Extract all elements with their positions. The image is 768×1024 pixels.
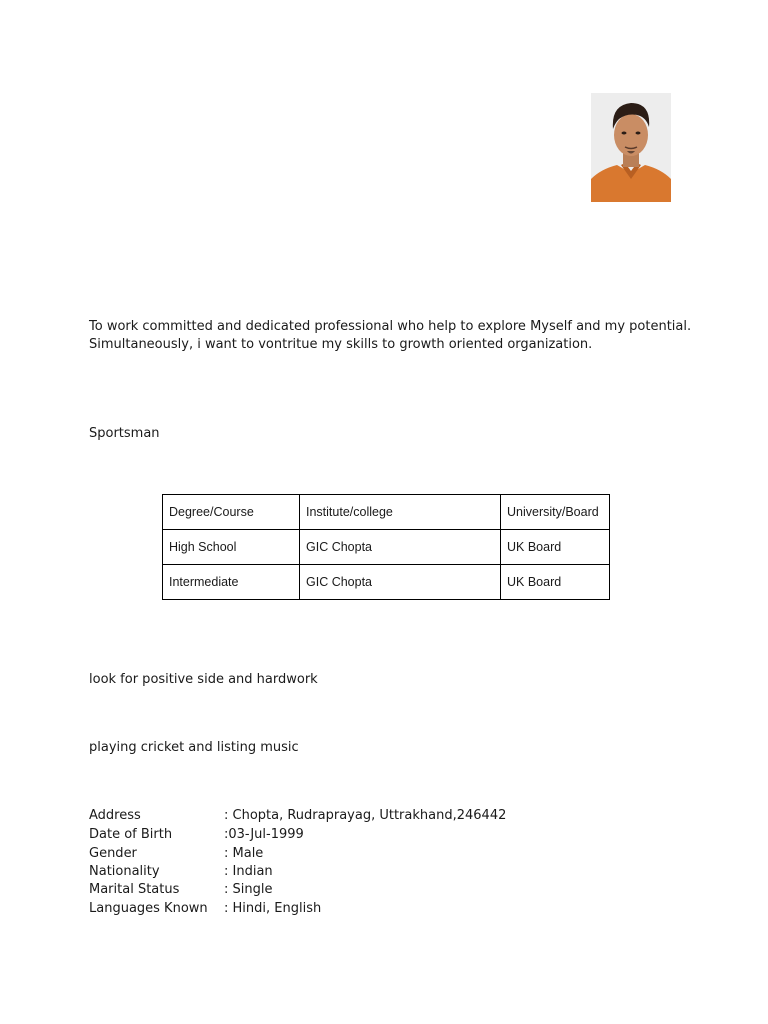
cell-degree: Intermediate <box>163 565 300 600</box>
detail-label-languages: Languages Known <box>89 901 208 916</box>
table-row <box>163 565 610 600</box>
education-table <box>162 494 610 600</box>
detail-value-languages: : Hindi, English <box>224 901 322 916</box>
profile-photo <box>591 93 671 202</box>
cell-institute: GIC Chopta <box>300 565 501 600</box>
achievement-text: Sportsman <box>89 426 160 441</box>
detail-value-marital-status: : Single <box>224 882 273 897</box>
cell-board: UK Board <box>501 565 610 600</box>
detail-label-gender: Gender <box>89 846 137 861</box>
detail-label-nationality: Nationality <box>89 864 160 879</box>
table-header-row <box>163 495 610 530</box>
table-row <box>163 530 610 565</box>
header-degree: Degree/Course <box>163 495 300 530</box>
header-institute: Institute/college <box>300 495 501 530</box>
detail-label-marital-status: Marital Status <box>89 882 180 897</box>
detail-label-address: Address <box>89 808 141 823</box>
detail-label-dob: Date of Birth <box>89 827 173 842</box>
detail-value-dob: :03-Jul-1999 <box>224 827 304 842</box>
strength-text: look for positive side and hardwork <box>89 672 318 687</box>
detail-value-address: : Chopta, Rudraprayag, Uttrakhand,246442 <box>224 808 507 823</box>
detail-value-gender: : Male <box>224 846 264 861</box>
hobbies-text: playing cricket and listing music <box>89 740 299 755</box>
detail-value-nationality: : Indian <box>224 864 273 879</box>
objective-line-2: Simultaneously, i want to vontritue my skills to growth oriented organization. <box>89 337 593 352</box>
cell-institute: GIC Chopta <box>300 530 501 565</box>
cell-board: UK Board <box>501 530 610 565</box>
header-board: University/Board <box>501 495 610 530</box>
cell-degree: High School <box>163 530 300 565</box>
objective-line-1: To work committed and dedicated professional who help to explore Myself and my potential. <box>89 319 692 334</box>
